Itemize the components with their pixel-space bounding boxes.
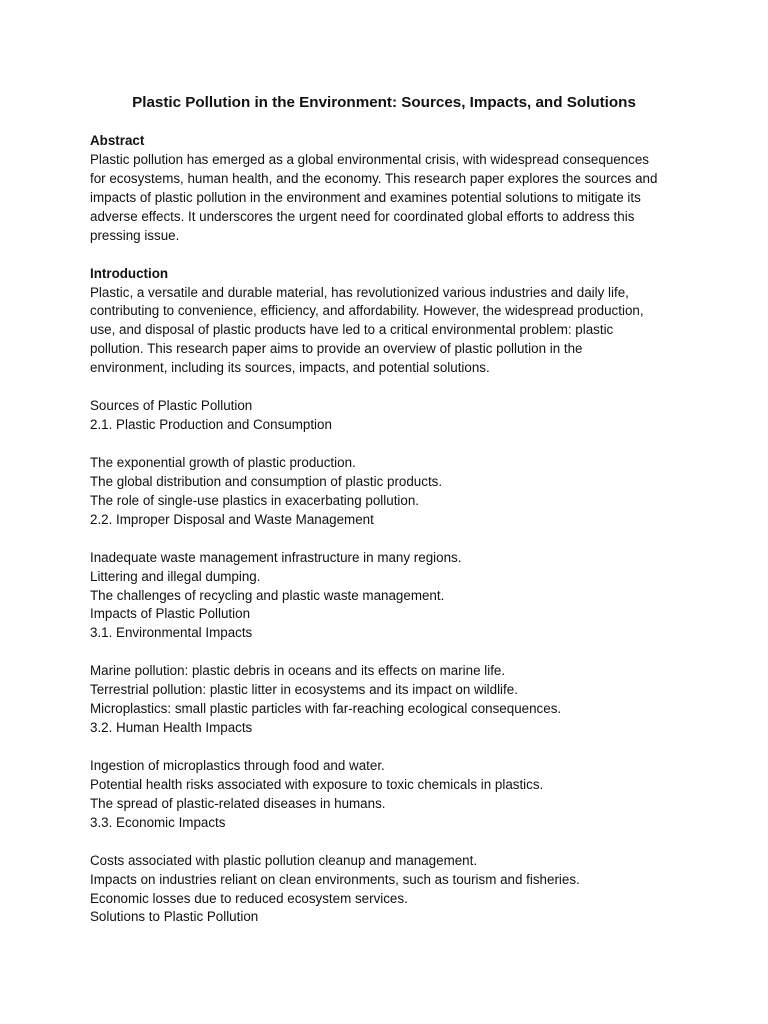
- subsection-heading: 2.1. Plastic Production and Consumption: [90, 417, 332, 433]
- list-item: Impacts on industries reliant on clean environments, such as tourism and fisheries.: [90, 871, 580, 887]
- introduction-line: use, and disposal of plastic products have led to a critical environmental problem: plastic: [90, 322, 614, 338]
- abstract-line: pressing issue.: [90, 227, 180, 243]
- list-item: Economic losses due to reduced ecosystem services.: [90, 890, 408, 906]
- list-item: The exponential growth of plastic production.: [90, 454, 356, 470]
- list-item: Littering and illegal dumping.: [90, 568, 261, 584]
- list-item: Potential health risks associated with exposure to toxic chemicals in plastics.: [90, 776, 544, 792]
- introduction-heading: Introduction: [90, 265, 169, 281]
- subsection-heading: 3.3. Economic Impacts: [90, 814, 226, 830]
- list-item: The global distribution and consumption of plastic products.: [90, 473, 443, 489]
- introduction-line: environment, including its sources, impacts, and potential solutions.: [90, 360, 490, 376]
- sources-heading: Sources of Plastic Pollution: [90, 398, 253, 414]
- paragraph-spacer: [90, 378, 690, 397]
- solutions-heading: Solutions to Plastic Pollution: [90, 909, 259, 925]
- introduction-line: pollution. This research paper aims to provide an overview of plastic pollution in the: [90, 341, 583, 357]
- document-title: Plastic Pollution in the Environment: Sources, Impacts, and Solutions: [132, 94, 636, 111]
- introduction-line: Plastic, a versatile and durable material, has revolutionized various industries and daily life,: [90, 284, 629, 300]
- document-body: [90, 132, 690, 927]
- subsection-heading: 3.2. Human Health Impacts: [90, 720, 253, 736]
- paragraph-spacer: [90, 435, 690, 454]
- impacts-heading: Impacts of Plastic Pollution: [90, 606, 251, 622]
- list-item: Microplastics: small plastic particles with far-reaching ecological consequences.: [90, 701, 562, 717]
- abstract-line: for ecosystems, human health, and the economy. This research paper explores the sources and: [90, 170, 658, 186]
- list-item: Marine pollution: plastic debris in oceans and its effects on marine life.: [90, 663, 506, 679]
- abstract-line: impacts of plastic pollution in the environment and examines potential solutions to mitigate its: [90, 189, 641, 205]
- list-item: Ingestion of microplastics through food and water.: [90, 757, 385, 773]
- paragraph-spacer: [90, 643, 690, 662]
- abstract-line: Plastic pollution has emerged as a global environmental crisis, with widespread consequences: [90, 151, 649, 167]
- list-item: Costs associated with plastic pollution cleanup and management.: [90, 852, 478, 868]
- abstract-line: adverse effects. It underscores the urgent need for coordinated global efforts to address this: [90, 208, 635, 224]
- introduction-line: contributing to convenience, efficiency, and affordability. However, the widespread production,: [90, 303, 644, 319]
- abstract-heading: Abstract: [90, 133, 145, 148]
- list-item: Terrestrial pollution: plastic litter in ecosystems and its impact on wildlife.: [90, 682, 518, 698]
- list-item: Inadequate waste management infrastructure in many regions.: [90, 549, 462, 565]
- paragraph-spacer: [90, 833, 690, 852]
- list-item: The spread of plastic-related diseases in humans.: [90, 795, 386, 811]
- subsection-heading: 2.2. Improper Disposal and Waste Management: [90, 511, 374, 527]
- list-item: The role of single-use plastics in exacerbating pollution.: [90, 492, 419, 508]
- paragraph-spacer: [90, 530, 690, 549]
- paragraph-spacer: [90, 738, 690, 757]
- list-item: The challenges of recycling and plastic waste management.: [90, 587, 445, 603]
- paragraph-spacer: [90, 246, 690, 265]
- subsection-heading: 3.1. Environmental Impacts: [90, 625, 253, 641]
